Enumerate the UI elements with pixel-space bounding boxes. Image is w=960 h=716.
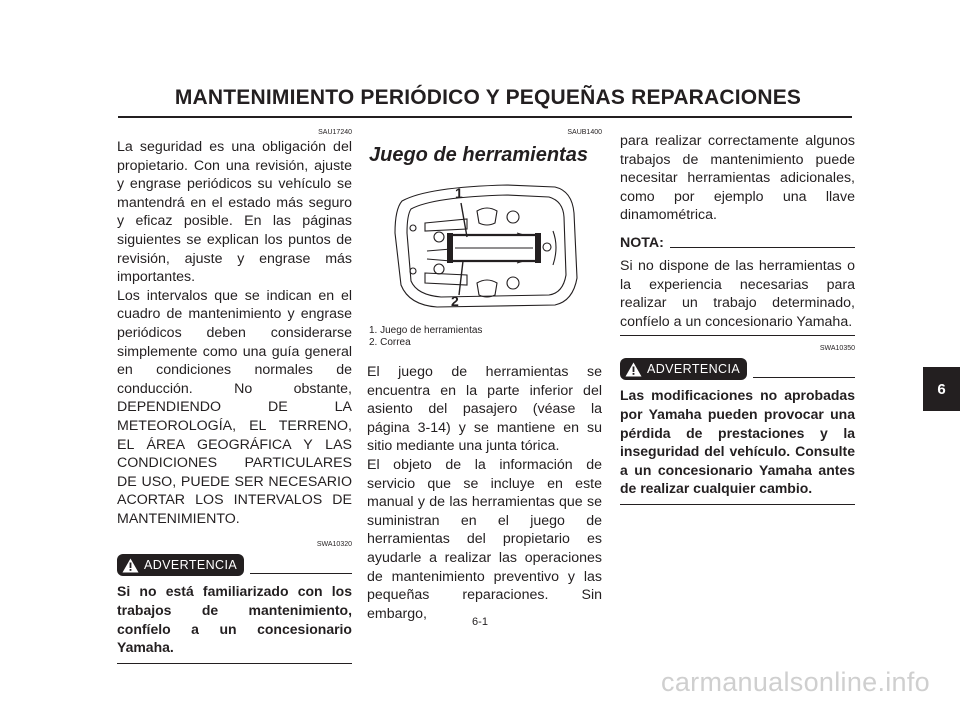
toolkit-figure (367, 173, 602, 323)
page-number: 6-1 (472, 616, 488, 628)
figure-caption (369, 325, 602, 349)
section-title: Juego de herramientas (369, 144, 588, 166)
warning-triangle-icon (122, 558, 139, 573)
warning-header (620, 358, 855, 380)
warning-end-rule (117, 663, 352, 665)
caption-item-2: 2. Correa (369, 337, 411, 348)
callout-2: 2 (451, 293, 459, 309)
warning-badge (620, 358, 747, 380)
warning-code: SWA10350 (819, 345, 855, 353)
nota-line (670, 247, 855, 248)
toolkit-location-paragraph: El juego de herramientas se encuentra en la parte inferior del asiento del pasajero (véase la página 3-14) y se mantiene en su sitio mediante una junta tórica. (367, 364, 602, 455)
warning-triangle-icon (625, 362, 642, 377)
warning-line (753, 377, 855, 378)
warning-label: ADVERTENCIA (647, 362, 741, 377)
warning-end-rule (620, 504, 855, 506)
warning-text: Las modificaciones no aprobadas por Yamaha pueden provocar una pérdida de prestaciones y la inseguridad del vehículo. Consulte a un concesionario Yamaha antes de realizar cualquier cambio. (620, 387, 855, 497)
nota-header (620, 235, 855, 251)
warning-header (117, 554, 352, 576)
warning-label: ADVERTENCIA (144, 558, 238, 573)
column-3 (620, 132, 855, 505)
callout-1: 1 (455, 185, 463, 201)
warning-text: Si no está familiarizado con los trabajos de mantenimiento, confíelo a un concesionario Yamaha. (117, 583, 352, 656)
column-1 (117, 128, 352, 664)
continued-paragraph: para realizar correctamente algunos trabajos de mantenimiento puede necesitar herramientas adicionales, como por ejemplo una llave dinamométrica. (620, 133, 855, 224)
warning-badge (117, 554, 244, 576)
header-rule (118, 116, 852, 118)
page-title: MANTENIMIENTO PERIÓDICO Y PEQUEÑAS REPARACIONES (174, 86, 802, 109)
nota-text: Si no dispone de las herramientas o la experiencia necesarias para realizar un trabajo determinado, confíelo a un concesionario Yamaha. (620, 257, 855, 330)
chapter-tab: 6 (923, 367, 960, 411)
nota-end-rule (620, 335, 855, 336)
column-2 (367, 128, 602, 623)
watermark: carmanualsonline.info (661, 667, 930, 697)
intervals-paragraph: Los intervalos que se indican en el cuadro de mantenimiento y engrase periódicos deben considerarse simplemente como una guía general en condiciones normales de conducción. No obstante, DEPENDIENDO DE LA METEOROLOGÍA, EL TERRENO, EL ÁREA GEOGRÁFICA Y LAS CONDICIONES PARTICULARES DE USO, PUEDE SER NECESARIO ACORTAR LOS INTERVALOS DE MANTENIMIENTO. (117, 287, 352, 527)
warning-line (250, 573, 352, 574)
section-code: SAUB1400 (567, 129, 602, 136)
caption-item-1: 1. Juego de herramientas (369, 325, 483, 336)
warning-code: SWA10320 (316, 541, 352, 549)
nota-label: NOTA: (620, 234, 664, 251)
seat-underside-illustration (367, 173, 602, 323)
intro-paragraph: La seguridad es una obligación del propietario. Con una revisión, ajuste y engrase periódicos su vehículo se mantendrá en el estado más seguro y eficaz posible. En las páginas siguientes se explican los puntos de revisión, ajuste y engrase más importantes. (117, 139, 352, 286)
service-info-paragraph: El objeto de la información de servicio que se incluye en este manual y de las herramientas que se suministran en el juego de herramientas del propietario es ayudarle a realizar las operaciones de mantenimiento preventivo y las pequeñas reparaciones. Sin embargo, (367, 456, 602, 622)
section-code: SAU17240 (318, 129, 352, 136)
